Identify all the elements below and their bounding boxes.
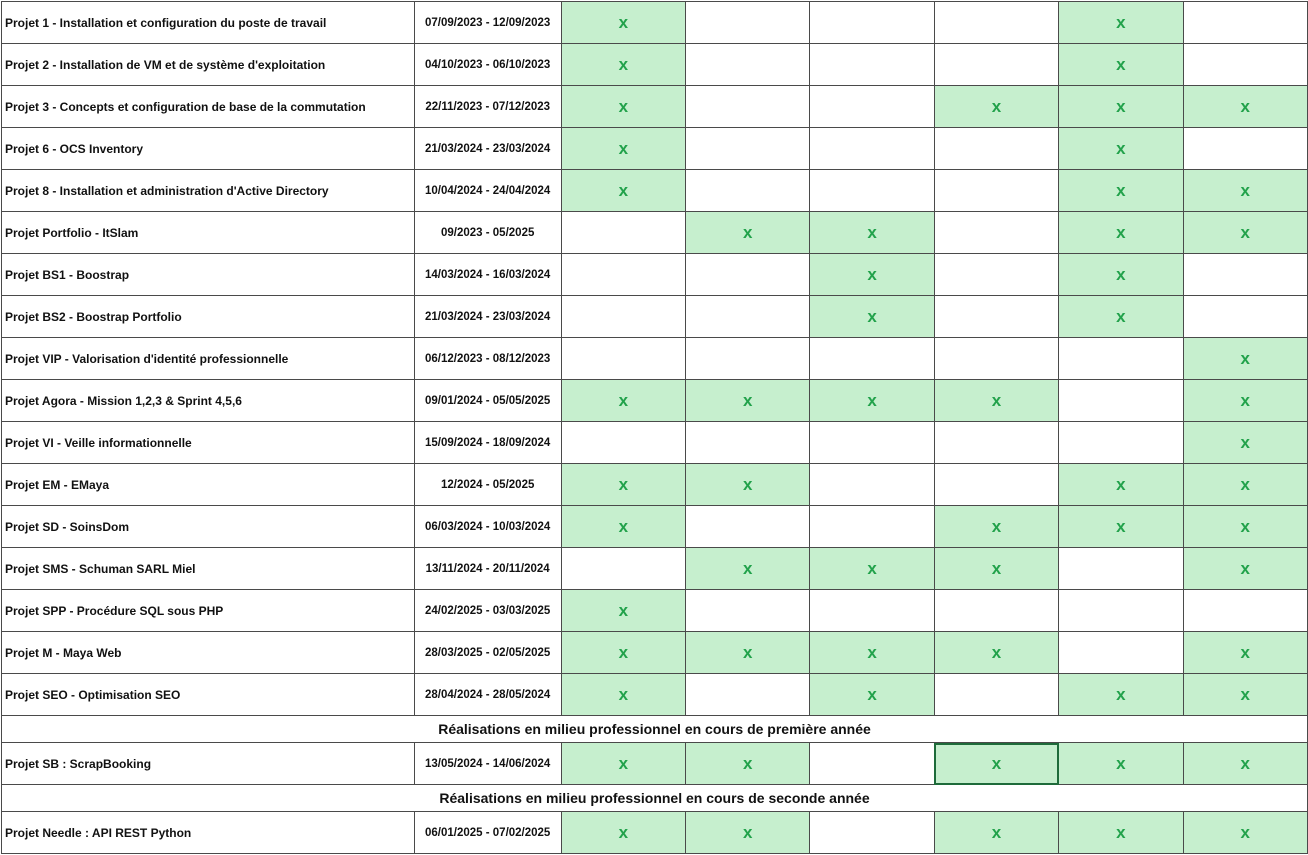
competence-cell-2[interactable] <box>686 338 810 380</box>
competence-cell-5[interactable]: x <box>1059 170 1183 212</box>
section-title[interactable]: Réalisations en milieu professionnel en cours de seconde année <box>2 785 1308 812</box>
section-header-row <box>2 716 1308 743</box>
competence-cell-2[interactable] <box>686 44 810 86</box>
project-name-cell[interactable]: Projet VI - Veille informationnelle <box>2 422 415 464</box>
project-name-cell[interactable]: Projet VIP - Valorisation d'identité professionnelle <box>2 338 415 380</box>
competence-cell-3[interactable] <box>810 743 934 785</box>
competence-cell-3[interactable]: x <box>810 380 934 422</box>
table-row <box>2 464 1308 506</box>
competence-cell-3[interactable]: x <box>810 632 934 674</box>
competence-cell-1[interactable] <box>561 254 685 296</box>
project-dates-cell[interactable]: 12/2024 - 05/2025 <box>414 464 561 506</box>
competence-cell-1[interactable]: x <box>561 170 685 212</box>
table-row <box>2 632 1308 674</box>
competence-cell-2[interactable]: x <box>686 632 810 674</box>
competence-cell-5[interactable]: x <box>1059 674 1183 716</box>
project-name-cell[interactable]: Projet Agora - Mission 1,2,3 & Sprint 4,5,6 <box>2 380 415 422</box>
project-name-cell[interactable]: Projet 1 - Installation et configuration du poste de travail <box>2 2 415 44</box>
section-header-row <box>2 785 1308 812</box>
competence-cell-3[interactable] <box>810 338 934 380</box>
competence-cell-3[interactable] <box>810 170 934 212</box>
table-row <box>2 44 1308 86</box>
competence-cell-1[interactable]: x <box>561 590 685 632</box>
table-body <box>2 2 1308 854</box>
table-row <box>2 548 1308 590</box>
competence-cell-2[interactable] <box>686 2 810 44</box>
competence-cell-6[interactable] <box>1183 296 1307 338</box>
competence-table <box>1 1 1308 854</box>
competence-cell-6[interactable]: x <box>1183 212 1307 254</box>
project-name-cell[interactable]: Projet 6 - OCS Inventory <box>2 128 415 170</box>
table-row <box>2 338 1308 380</box>
competence-cell-4[interactable] <box>934 590 1058 632</box>
competence-cell-3[interactable] <box>810 464 934 506</box>
competence-cell-2[interactable]: x <box>686 464 810 506</box>
competence-cell-4[interactable]: x <box>934 506 1058 548</box>
competence-cell-6[interactable]: x <box>1183 338 1307 380</box>
table-row <box>2 170 1308 212</box>
competence-cell-2[interactable] <box>686 506 810 548</box>
project-name-cell[interactable]: Projet 2 - Installation de VM et de système d'exploitation <box>2 44 415 86</box>
competence-cell-3[interactable] <box>810 590 934 632</box>
competence-cell-4[interactable]: x <box>934 548 1058 590</box>
competence-cell-4[interactable] <box>934 296 1058 338</box>
competence-cell-6[interactable]: x <box>1183 632 1307 674</box>
competence-cell-4[interactable] <box>934 422 1058 464</box>
project-dates-cell[interactable]: 21/03/2024 - 23/03/2024 <box>414 296 561 338</box>
project-name-cell[interactable]: Projet Needle : API REST Python <box>2 812 415 854</box>
competence-cell-4[interactable] <box>934 128 1058 170</box>
competence-cell-4[interactable] <box>934 254 1058 296</box>
competence-cell-5[interactable]: x <box>1059 212 1183 254</box>
project-dates-cell[interactable]: 13/05/2024 - 14/06/2024 <box>414 743 561 785</box>
project-dates-cell[interactable]: 10/04/2024 - 24/04/2024 <box>414 170 561 212</box>
table-row <box>2 506 1308 548</box>
competence-cell-5[interactable]: x <box>1059 743 1183 785</box>
competence-cell-4[interactable]: x <box>934 632 1058 674</box>
competence-cell-6[interactable] <box>1183 44 1307 86</box>
competence-cell-1[interactable]: x <box>561 464 685 506</box>
competence-cell-3[interactable] <box>810 422 934 464</box>
competence-cell-5[interactable]: x <box>1059 812 1183 854</box>
competence-cell-4[interactable] <box>934 2 1058 44</box>
competence-cell-2[interactable] <box>686 422 810 464</box>
competence-cell-1[interactable] <box>561 212 685 254</box>
project-dates-cell[interactable]: 28/03/2025 - 02/05/2025 <box>414 632 561 674</box>
competence-cell-5[interactable]: x <box>1059 2 1183 44</box>
table-row <box>2 2 1308 44</box>
project-dates-cell[interactable]: 06/01/2025 - 07/02/2025 <box>414 812 561 854</box>
competence-cell-6[interactable]: x <box>1183 506 1307 548</box>
competence-cell-2[interactable]: x <box>686 743 810 785</box>
competence-cell-1[interactable]: x <box>561 674 685 716</box>
competence-cell-4[interactable] <box>934 170 1058 212</box>
project-name-cell[interactable]: Projet SD - SoinsDom <box>2 506 415 548</box>
competence-cell-1[interactable]: x <box>561 812 685 854</box>
table-row <box>2 674 1308 716</box>
competence-cell-3[interactable]: x <box>810 254 934 296</box>
project-dates-cell[interactable]: 09/01/2024 - 05/05/2025 <box>414 380 561 422</box>
competence-cell-4[interactable] <box>934 44 1058 86</box>
competence-cell-6[interactable]: x <box>1183 464 1307 506</box>
project-name-cell[interactable]: Projet M - Maya Web <box>2 632 415 674</box>
competence-cell-6[interactable]: x <box>1183 674 1307 716</box>
competence-cell-3[interactable]: x <box>810 212 934 254</box>
competence-cell-5[interactable]: x <box>1059 128 1183 170</box>
competence-cell-2[interactable]: x <box>686 548 810 590</box>
competence-cell-2[interactable] <box>686 296 810 338</box>
competence-cell-3[interactable]: x <box>810 548 934 590</box>
competence-cell-1[interactable] <box>561 338 685 380</box>
project-name-cell[interactable]: Projet BS2 - Boostrap Portfolio <box>2 296 415 338</box>
table-row <box>2 254 1308 296</box>
competence-cell-5[interactable]: x <box>1059 254 1183 296</box>
table-row <box>2 743 1308 785</box>
competence-cell-5[interactable]: x <box>1059 44 1183 86</box>
project-dates-cell[interactable]: 09/2023 - 05/2025 <box>414 212 561 254</box>
competence-cell-6[interactable] <box>1183 254 1307 296</box>
competence-cell-2[interactable] <box>686 86 810 128</box>
project-dates-cell[interactable]: 22/11/2023 - 07/12/2023 <box>414 86 561 128</box>
competence-cell-1[interactable] <box>561 422 685 464</box>
competence-cell-2[interactable] <box>686 170 810 212</box>
competence-cell-2[interactable]: x <box>686 812 810 854</box>
competence-cell-2[interactable] <box>686 590 810 632</box>
project-name-cell[interactable]: Projet 3 - Concepts et configuration de base de la commutation <box>2 86 415 128</box>
competence-cell-3[interactable]: x <box>810 296 934 338</box>
table-row <box>2 812 1308 854</box>
competence-cell-6[interactable] <box>1183 128 1307 170</box>
competence-cell-3[interactable] <box>810 2 934 44</box>
competence-cell-4[interactable]: x <box>934 812 1058 854</box>
project-name-cell[interactable]: Projet Portfolio - ItSlam <box>2 212 415 254</box>
competence-cell-2[interactable] <box>686 128 810 170</box>
competence-cell-3[interactable] <box>810 44 934 86</box>
competence-cell-3[interactable] <box>810 812 934 854</box>
competence-cell-4[interactable] <box>934 212 1058 254</box>
competence-cell-1[interactable] <box>561 548 685 590</box>
project-name-cell[interactable]: Projet EM - EMaya <box>2 464 415 506</box>
competence-cell-1[interactable]: x <box>561 506 685 548</box>
table-row <box>2 212 1308 254</box>
project-name-cell[interactable]: Projet BS1 - Boostrap <box>2 254 415 296</box>
competence-cell-5[interactable]: x <box>1059 86 1183 128</box>
competence-cell-5[interactable] <box>1059 590 1183 632</box>
competence-cell-3[interactable] <box>810 86 934 128</box>
table-row <box>2 380 1308 422</box>
competence-cell-4[interactable] <box>934 464 1058 506</box>
competence-cell-6[interactable]: x <box>1183 170 1307 212</box>
project-dates-cell[interactable]: 14/03/2024 - 16/03/2024 <box>414 254 561 296</box>
project-name-cell[interactable]: Projet 8 - Installation et administration d'Active Directory <box>2 170 415 212</box>
competence-cell-2[interactable] <box>686 254 810 296</box>
competence-cell-5[interactable] <box>1059 422 1183 464</box>
project-dates-cell[interactable]: 15/09/2024 - 18/09/2024 <box>414 422 561 464</box>
table-row <box>2 128 1308 170</box>
table-row <box>2 590 1308 632</box>
competence-cell-6[interactable] <box>1183 2 1307 44</box>
competence-cell-1[interactable]: x <box>561 380 685 422</box>
project-name-cell[interactable]: Projet SMS - Schuman SARL Miel <box>2 548 415 590</box>
competence-cell-5[interactable]: x <box>1059 506 1183 548</box>
competence-cell-4[interactable]: x <box>934 380 1058 422</box>
project-dates-cell[interactable]: 21/03/2024 - 23/03/2024 <box>414 128 561 170</box>
competence-cell-5[interactable]: x <box>1059 296 1183 338</box>
competence-cell-6[interactable]: x <box>1183 86 1307 128</box>
competence-cell-1[interactable]: x <box>561 44 685 86</box>
competence-cell-4[interactable]: x <box>934 86 1058 128</box>
competence-cell-3[interactable] <box>810 506 934 548</box>
competence-cell-5[interactable] <box>1059 632 1183 674</box>
project-dates-cell[interactable]: 06/03/2024 - 10/03/2024 <box>414 506 561 548</box>
project-name-cell[interactable]: Projet SEO - Optimisation SEO <box>2 674 415 716</box>
competence-cell-6[interactable]: x <box>1183 548 1307 590</box>
competence-cell-2[interactable]: x <box>686 380 810 422</box>
project-dates-cell[interactable]: 13/11/2024 - 20/11/2024 <box>414 548 561 590</box>
project-dates-cell[interactable]: 06/12/2023 - 08/12/2023 <box>414 338 561 380</box>
competence-cell-6[interactable]: x <box>1183 422 1307 464</box>
competence-cell-1[interactable]: x <box>561 743 685 785</box>
competence-cell-6[interactable]: x <box>1183 380 1307 422</box>
table-row <box>2 296 1308 338</box>
competence-cell-4[interactable] <box>934 674 1058 716</box>
competence-cell-1[interactable] <box>561 296 685 338</box>
competence-cell-4[interactable]: x <box>934 743 1058 785</box>
competence-cell-1[interactable]: x <box>561 632 685 674</box>
competence-cell-5[interactable] <box>1059 338 1183 380</box>
competence-cell-5[interactable]: x <box>1059 464 1183 506</box>
project-dates-cell[interactable]: 07/09/2023 - 12/09/2023 <box>414 2 561 44</box>
competence-cell-1[interactable]: x <box>561 86 685 128</box>
table-row <box>2 422 1308 464</box>
competence-cell-3[interactable]: x <box>810 674 934 716</box>
project-name-cell[interactable]: Projet SB : ScrapBooking <box>2 743 415 785</box>
competence-cell-4[interactable] <box>934 338 1058 380</box>
project-dates-cell[interactable]: 04/10/2023 - 06/10/2023 <box>414 44 561 86</box>
section-title[interactable]: Réalisations en milieu professionnel en cours de première année <box>2 716 1308 743</box>
competence-cell-6[interactable]: x <box>1183 743 1307 785</box>
competence-cell-5[interactable] <box>1059 380 1183 422</box>
table-row <box>2 86 1308 128</box>
competence-cell-5[interactable] <box>1059 548 1183 590</box>
competence-cell-6[interactable]: x <box>1183 812 1307 854</box>
competence-cell-3[interactable] <box>810 128 934 170</box>
project-dates-cell[interactable]: 28/04/2024 - 28/05/2024 <box>414 674 561 716</box>
competence-cell-1[interactable]: x <box>561 128 685 170</box>
competence-cell-6[interactable] <box>1183 590 1307 632</box>
project-name-cell[interactable]: Projet SPP - Procédure SQL sous PHP <box>2 590 415 632</box>
competence-cell-2[interactable] <box>686 674 810 716</box>
competence-cell-2[interactable]: x <box>686 212 810 254</box>
project-dates-cell[interactable]: 24/02/2025 - 03/03/2025 <box>414 590 561 632</box>
competence-cell-1[interactable]: x <box>561 2 685 44</box>
